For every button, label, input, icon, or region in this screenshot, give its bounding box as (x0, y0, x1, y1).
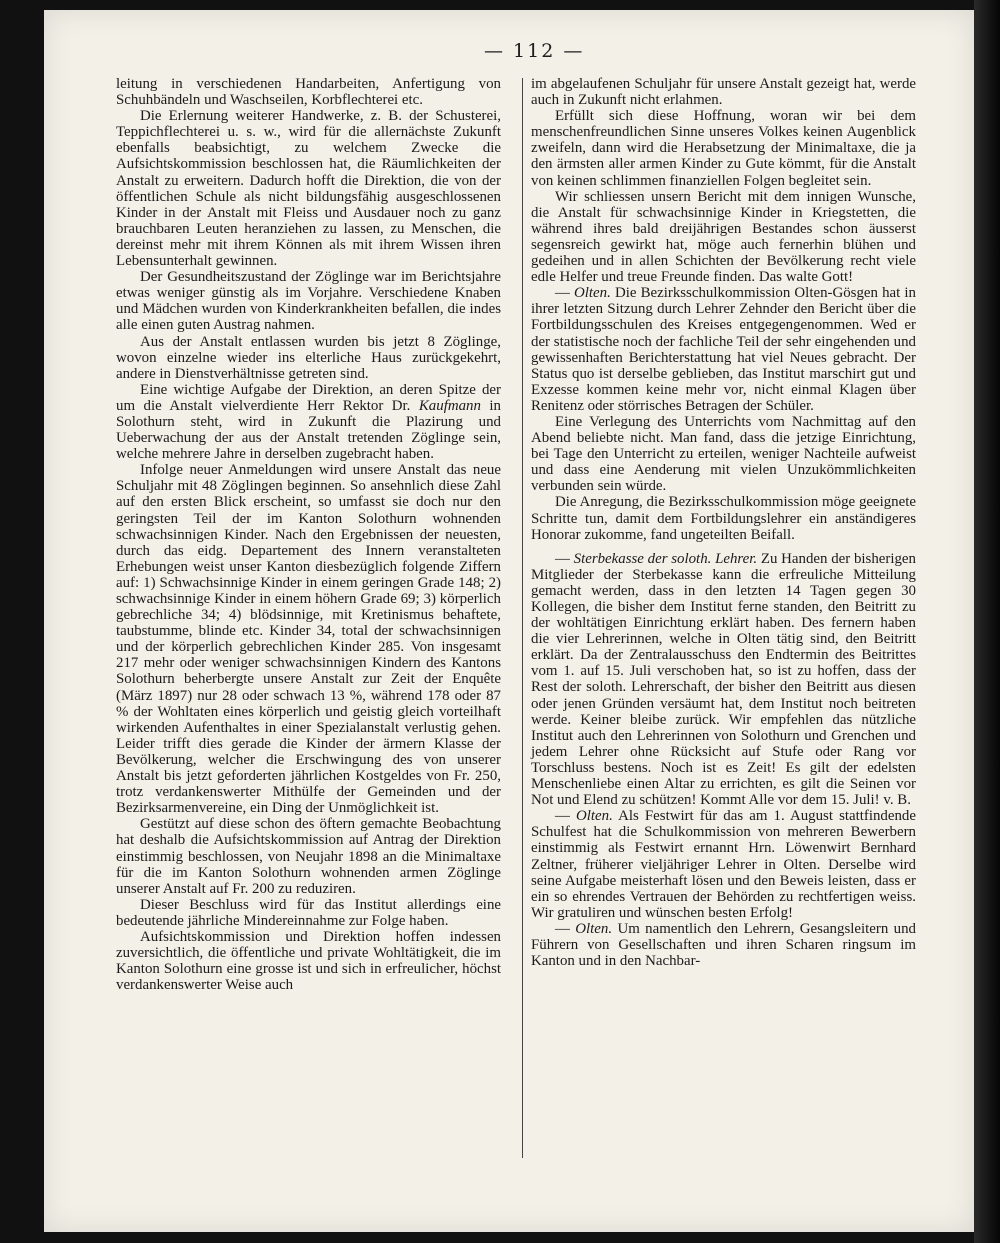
paragraph-l3 (116, 269, 501, 333)
paragraph-text: Der Gesundheitszustand der Zöglinge war im Berichtsjahre etwas weniger günstig als im Vorjahre. Verschiedene Knaben und Mädchen wurden von Kinderkrankheiten befallen, die indes alle einen guten Austrag nahmen. (116, 269, 501, 334)
paragraph-l7 (116, 816, 501, 896)
emphasized-term: Olten. (576, 808, 613, 825)
paragraph-l2 (116, 108, 501, 269)
paragraph-text: leitung in verschiedenen Handarbeiten, Anfertigung von Schuhbändeln und Waschseilen, Korbflechterei etc. (116, 76, 501, 109)
paragraph-r3 (531, 189, 916, 286)
paragraph-text: — (555, 920, 576, 937)
paragraph-text: — (555, 285, 575, 302)
paragraph-text: Eine Verlegung des Unterrichts vom Nachmittag auf den Abend beliebte nicht. Man fand, dass die jetzige Einrichtung, bei Tage den Unterricht zu erteilen, weniger Nachteile aufweist und dass eine Aenderung mit vielen Unzukömmlichkeiten verbunden sein würde. (531, 413, 916, 495)
paragraph-text-cont: Die Bezirksschulkommission Olten-Gösgen hat in ihrer letzten Sitzung durch Lehrer Zehnder den Bericht über die Fortbildungsschulen des Kreises entgegengenommen. Wed er der statistische noch der fachliche Teil der sehr eingehenden und gewissenhaften Berichterstattung hat viel Neues gebracht. Der Status quo ist derselbe geblieben, das Institut marschirt gut und Exzesse kommen keine mehr vor, nicht einmal Klagen über Renitenz oder störrisches Betragen der Schüler. (531, 285, 916, 414)
paragraph-r6 (531, 494, 916, 542)
paragraph-r4 (531, 285, 916, 414)
emphasized-term: Olten. (574, 285, 611, 302)
left-column (116, 76, 501, 993)
paragraph-text: Wir schliessen unsern Bericht mit dem innigen Wunsche, die Anstalt für schwachsinnige Kinder in Kriegstetten, die während ihres bald dreijährigen Bestandes schon äusserst segensreich gewirkt hat, möge auch fernerhin blühen und gedeihen und in allen Schichten der Bevölkerung recht viele edle Helfer und treue Freunde finden. Das walte Gott! (531, 188, 916, 286)
paragraph-r5 (531, 414, 916, 494)
paragraph-text: — (555, 550, 574, 567)
paragraph-text: im abgelaufenen Schuljahr für unsere Anstalt gezeigt hat, werde auch in Zukunft nicht erlahmen. (531, 76, 916, 109)
paragraph-text-cont: Als Festwirt für das am 1. August stattfindende Schulfest hat die Schulkommission von mehreren Bewerbern einstimmig als Festwirt ernannt Hrn. Löwenwirt Bernhard Zeltner, früherer vieljähriger Lehrer in Olten. Derselbe wird seine Aufgabe meisterhaft lösen und den Beweis leisten, dass er ein so ehrendes Vertrauen der Behörden zu rechtfertigen weiss. Wir gratuliren und wünschen besten Erfolg! (531, 808, 916, 921)
paragraph-r2 (531, 108, 916, 188)
paragraph-text: Infolge neuer Anmeldungen wird unsere Anstalt das neue Schuljahr mit 48 Zöglingen beginnen. So ansehnlich diese Zahl auf den ersten Blick erscheint, so umfasst sie doch nur den geringsten Teil der im Kanton Solothurn wohnenden schwachsinnigen Kinder. Nach den Ergebnissen der neuesten, durch das eidg. Departement des Innern veranstalteten Erhebungen weist unser Kanton diesbezüglich folgende Ziffern auf: 1) Schwachsinnige Kinder in einem geringen Grade 148; 2) schwachsinnige Kinder in einem höhern Grade 69; 3) körperlich gebrechliche 34; 4) blödsinnige, mit Kretinismus behaftete, taubstumme, blinde etc. Kinder 34, total der schwachsinnigen und der körperlich gebrechlichen Kinder 285. Von insgesamt 217 mehr oder weniger schwachsinnigen Kindern des Kantons Solothurn beherbergte unsere Anstalt zur Zeit der Enquête (März 1897) nur 28 oder schwach 13 %, während 178 oder 87 % der Wohltaten eines körperlich und geistig gleich vorteilhaft wirkenden Aufenthaltes in einer Spezialanstalt verlustig gehen. Leider trifft dies gerade die Kinder der ärmern Klasse der Bevölkerung, welcher die Erschwingung des von unserer Anstalt bis jetzt geforderten jährlichen Kostgeldes von Fr. 250, trotz verdankenswerter Mithülfe der Gemeinden und der Bezirksarmenvereine, ein Ding der Unmöglichkeit ist. (116, 462, 501, 817)
paragraph-l1 (116, 76, 501, 108)
paragraph-text-cont: in Solothurn steht, wird in Zukunft die Plazirung und Ueberwachung der aus der Anstalt tretenden Zöglinge sein, welche mehrere Jahre in derselben zugebracht haben. (116, 397, 501, 463)
paragraph-text: Aufsichtskommission und Direktion hoffen indessen zuversichtlich, die öffentliche und private Wohltätigkeit, die im Kanton Solothurn eine grosse ist und sich in erfreulicher, höchst verdankenswerter Weise auch (116, 928, 501, 994)
scan-edge-shadow (974, 0, 1000, 1243)
paragraph-l4 (116, 334, 501, 382)
document-page (44, 10, 974, 1232)
paragraph-text: Die Anregung, die Bezirksschulkommission möge geeignete Schritte tun, damit dem Fortbildungslehrer ein anständigeres Honorar zukomme, fand ungeteilten Beifall. (531, 494, 916, 543)
paragraph-l9 (116, 929, 501, 993)
paragraph-text: Erfüllt sich diese Hoffnung, woran wir bei dem menschenfreundlichen Sinne unseres Volkes keinen Augenblick zweifeln, dann wird die Herabsetzung der Minimaltaxe, die ja den ärmsten aller armen Kinder zu Gute kömmt, für die Anstalt von keinen schlimmen finanziellen Folgen begleitet sein. (531, 108, 916, 189)
paragraph-text: — (555, 808, 576, 825)
paragraph-r9 (531, 921, 916, 969)
paragraph-r7 (531, 551, 916, 809)
paragraph-l8 (116, 897, 501, 929)
paragraph-text-cont: Zu Handen der bisherigen Mitglieder der Sterbekasse kann die erfreuliche Mitteilung gemacht werden, dass in den letzten 14 Tagen gegen 30 Kollegen, die bisher dem Institut ferne standen, den Beitritt zu der wohltätigen Einrichtung erklärt haben. Des fernern haben die vier Lehrerinnen, welche in Olten tätig sind, den Beitritt erklärt. Da der Zentralausschuss den Endtermin des Beitrittes vom 1. auf 15. Juli verschoben hat, so ist zu hoffen, dass der Rest der soloth. Lehrerschaft, der bisher den Beitritt aus diesen oder jenen Gründen versäumt hat, dem Institut noch beitreten werde. Keiner bleibe zurück. Wir empfehlen das nützliche Institut auch den Lehrerinnen von Solothurn und Grenchen und jedem Lehrer ohne Rücksicht auf Stufe oder Rang vor Torschluss bestens. Noch ist es Zeit! Es gilt der edelsten Menschenliebe einen Altar zu errichten, es gilt die Seinen vor Not und Elend zu schützen! Kommt Alle vor dem 15. Juli! v. B. (531, 550, 916, 809)
paragraph-l5 (116, 382, 501, 462)
paragraph-l6 (116, 462, 501, 816)
emphasized-term: Kaufmann (418, 397, 481, 414)
paragraph-text: Gestützt auf diese schon des öftern gemachte Beobachtung hat deshalb die Aufsichtskommission auf Antrag der Direktion einstimmig beschlossen, von Neujahr 1898 an die Minimaltaxe für die im Kanton Solothurn wohnenden armen Zöglinge unserer Anstalt auf Fr. 200 zu reduziren. (116, 816, 501, 897)
paragraph-text: Die Erlernung weiterer Handwerke, z. B. der Schusterei, Teppichflechterei u. s. w., wird für die allernächste Zukunft ebenfalls beabsichtigt, zu welchem Zwecke die Aufsichtskommission beschlossen hat, die Räumlichkeiten der Anstalt zu erweitern. Dadurch hofft die Direktion, die von der öffentlichen Schule als nicht bildungsfähig ausgeschlossenen Kinder in der Anstalt mit Fleiss und Ausdauer noch zu ganz brauchbaren Leuten heranziehen zu lassen, zu Menschen, die dereinst mehr mit ihrem Können als mit ihrem Wissen ihren Lebensunterhalt gewinnen. (116, 108, 501, 270)
paragraph-text-cont: Um namentlich den Lehrern, Gesangsleitern und Führern von Gesellschaften und ihren Scharen ringsum im Kanton und in den Nachbar- (531, 920, 916, 970)
paragraph-r8 (531, 808, 916, 921)
column-divider (522, 78, 523, 1158)
paragraph-r1 (531, 76, 916, 108)
paragraph-text: Dieser Beschluss wird für das Institut allerdings eine bedeutende jährliche Mindereinnahme zur Folge haben. (116, 896, 501, 929)
paragraph-text: Aus der Anstalt entlassen wurden bis jetzt 8 Zöglinge, wovon einzelne wieder ins elterliche Haus zurückgekehrt, andere in Dienstverhältnisse getreten sind. (116, 333, 501, 382)
emphasized-term: Olten. (575, 920, 613, 937)
paragraph-text: Eine wichtige Aufgabe der Direktion, an deren Spitze der um die Anstalt vielverdiente Herr Rektor Dr. (116, 381, 501, 414)
emphasized-term: Sterbekasse der soloth. Lehrer. (573, 550, 758, 567)
page-number: — 112 — (484, 40, 585, 62)
right-column (531, 76, 916, 969)
